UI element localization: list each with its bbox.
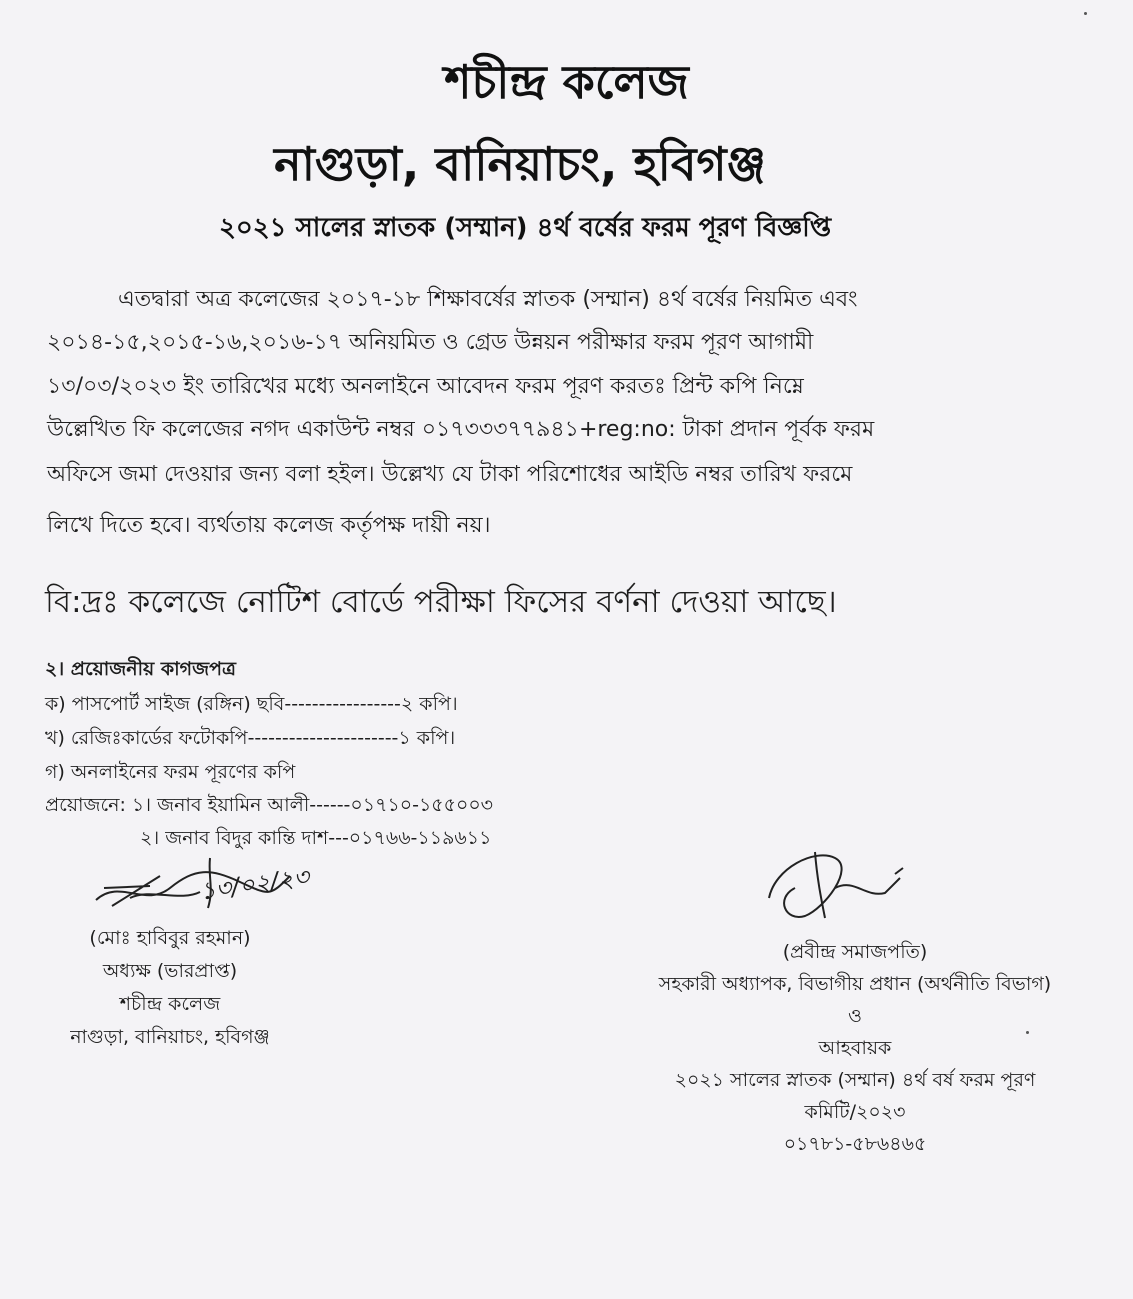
contact-line-1: প্রয়োজনে: ১। জনাব ইয়ামিন আলী------০১৭১০-১৫৫০০৩ bbox=[45, 794, 494, 816]
convener-name: (প্রবীন্দ্র সমাজপতি) bbox=[782, 941, 928, 963]
principal-signature bbox=[90, 848, 330, 922]
college-address: নাগুড়া, বানিয়াচং, হবিগঞ্জ bbox=[274, 137, 766, 191]
college-name: শচীন্দ্র কলেজ bbox=[444, 55, 689, 109]
notice-line: বি:দ্রঃ কলেজে নোটিশ বোর্ডে পরীক্ষা ফিসের বর্ণনা দেওয়া আছে। bbox=[45, 584, 837, 620]
body-line-6: লিখে দিতে হবে। ব্যর্থতায় কলেজ কর্তৃপক্ষ দায়ী নয়। bbox=[47, 513, 491, 538]
convener-title: সহকারী অধ্যাপক, বিভাগীয় প্রধান (অর্থনীতি বিভাগ) bbox=[658, 973, 1052, 995]
requirement-item: গ) অনলাইনের ফরম পূরণের কপি bbox=[45, 761, 296, 783]
body-line-2: ২০১৪-১৫,২০১৫-১৬,২০১৬-১৭ অনিয়মিত ও গ্রেড উন্নয়ন পরীক্ষার ফরম পূরণ আগামী bbox=[47, 330, 814, 355]
principal-title: অধ্যক্ষ (ভারপ্রাপ্ত) bbox=[102, 960, 238, 982]
principal-block bbox=[40, 922, 300, 1054]
contact-line-2: ২। জনাব বিদুর কান্তি দাশ---০১৭৬৬-১১৯৬১১ bbox=[140, 827, 492, 849]
convener-block bbox=[605, 936, 1105, 1160]
body-line-5: অফিসে জমা দেওয়ার জন্য বলা হইল। উল্লেখ্য যে টাকা পরিশোধের আইডি নম্বর তারিখ ফরমে bbox=[47, 462, 853, 487]
body-line-1: এতদ্বারা অত্র কলেজের ২০১৭-১৮ শিক্ষাবর্ষের স্নাতক (সম্মান) ৪র্থ বর্ষের নিয়মিত এবং bbox=[118, 287, 858, 312]
convener-role: আহবায়ক bbox=[818, 1037, 892, 1059]
principal-name: (মোঃ হাবিবুর রহমান) bbox=[89, 927, 251, 949]
requirement-item: ক) পাসপোর্ট সাইজ (রঙ্গিন) ছবি-----------------২ কপি। bbox=[45, 693, 458, 715]
signature-date: ১৩/০২/২৩ bbox=[198, 862, 311, 906]
committee-name: ২০২১ সালের স্নাতক (সম্মান) ৪র্থ বর্ষ ফরম পূরণ bbox=[674, 1069, 1036, 1091]
convener-conjunction: ও bbox=[848, 1005, 862, 1027]
scan-speck bbox=[1026, 1031, 1029, 1034]
notice-subject: ২০২১ সালের স্নাতক (সম্মান) ৪র্থ বর্ষের ফরম পূরণ বিজ্ঞপ্তি bbox=[218, 213, 832, 243]
requirements-heading: ২। প্রয়োজনীয় কাগজপত্র bbox=[45, 658, 236, 680]
body-line-4: উল্লেখিত ফি কলেজের নগদ একাউন্ট নম্বর ০১৭৩৩৩৭৭৯৪১+reg:no: টাকা প্রদান পূর্বক ফরম bbox=[47, 417, 875, 442]
convener-signature bbox=[755, 838, 915, 932]
principal-college: শচীন্দ্র কলেজ bbox=[119, 993, 221, 1015]
convener-phone: ০১৭৮১-৫৮৬৪৬৫ bbox=[783, 1133, 927, 1155]
committee-year: কমিটি/২০২৩ bbox=[804, 1101, 906, 1123]
principal-address: নাগুড়া, বানিয়াচং, হবিগঞ্জ bbox=[70, 1026, 270, 1048]
scan-speck bbox=[1084, 12, 1087, 15]
body-line-3: ১৩/০৩/২০২৩ ইং তারিখের মধ্যে অনলাইনে আবেদন ফরম পূরণ করতঃ প্রিন্ট কপি নিম্নে bbox=[47, 374, 804, 399]
requirement-item: খ) রেজিঃকার্ডের ফটোকপি----------------------১ কপি। bbox=[45, 727, 456, 749]
